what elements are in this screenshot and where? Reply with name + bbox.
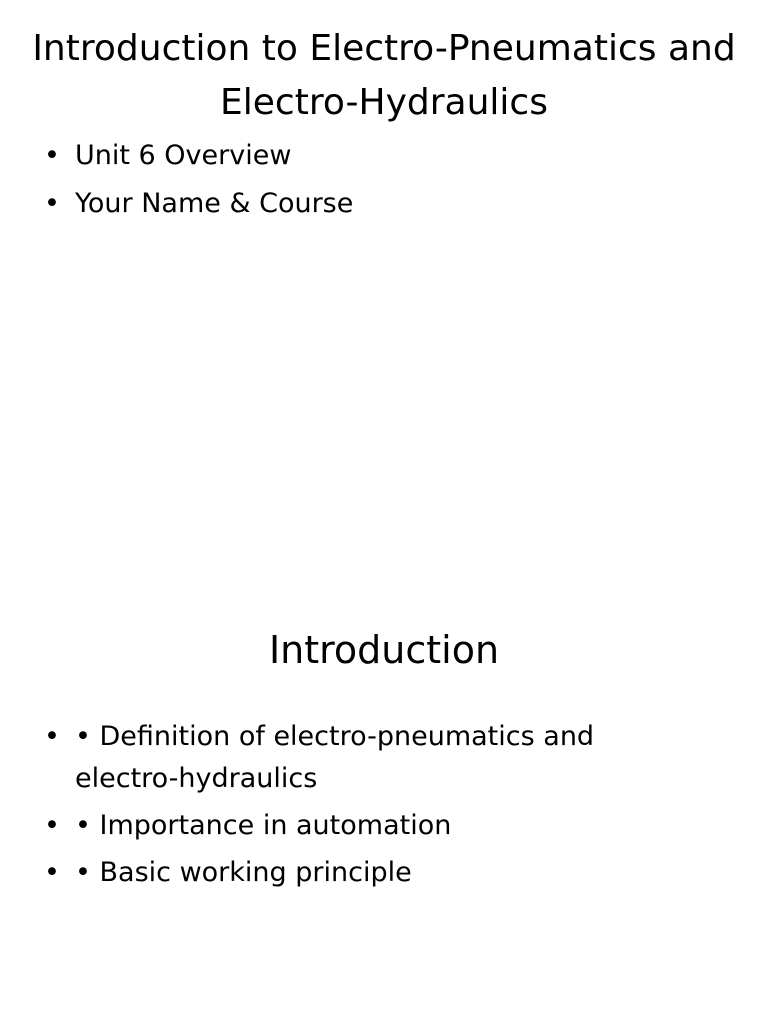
bullet-text: Unit 6 Overview bbox=[75, 140, 292, 171]
bullet-text: Your Name & Course bbox=[75, 188, 354, 219]
bullet-item bbox=[44, 716, 684, 800]
slide-title: Introduction to Electro-Pneumatics and Electro-Hydraulics bbox=[32, 28, 736, 123]
bullet-text: • Definition of electro-pneumatics and electro-hydraulics bbox=[75, 721, 595, 794]
bullet-dot: • bbox=[44, 188, 60, 219]
slide-title: Introduction bbox=[268, 628, 500, 672]
bullet-dot: • bbox=[44, 857, 60, 888]
bullet-dot: • bbox=[44, 140, 60, 171]
bullet-text: • Importance in automation bbox=[75, 810, 452, 841]
bullet-item bbox=[44, 852, 684, 894]
bullet-item bbox=[44, 138, 724, 174]
bullet-list bbox=[44, 716, 684, 899]
bullet-text: • Basic working principle bbox=[75, 857, 412, 888]
bullet-dot: • bbox=[44, 721, 60, 752]
bullet-list bbox=[44, 138, 724, 234]
bullet-item bbox=[44, 805, 684, 847]
bullet-dot: • bbox=[44, 810, 60, 841]
bullet-item bbox=[44, 186, 724, 222]
slide-2 bbox=[0, 576, 768, 1024]
